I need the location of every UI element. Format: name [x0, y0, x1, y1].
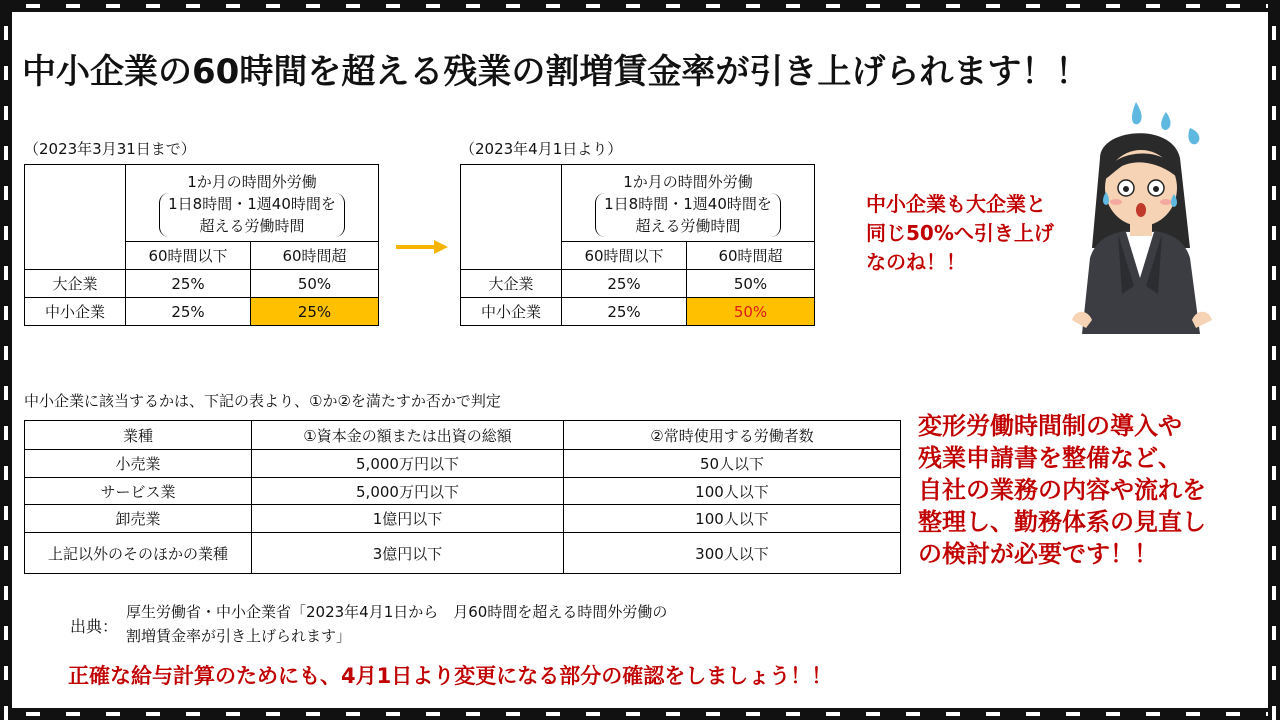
table-cell: 小売業 — [25, 450, 252, 478]
col-header: 60時間以下 — [562, 242, 687, 270]
table-cell: 5,000万円以下 — [252, 450, 564, 478]
header-line2: 1日8時間・1週40時間を — [168, 195, 336, 213]
source-line: 割増賃金率が引き上げられます」 — [126, 627, 352, 645]
after-caption: （2023年4月1日より） — [460, 140, 623, 158]
row-label: 大企業 — [461, 270, 562, 298]
header-line2: 1日8時間・1週40時間を — [604, 195, 772, 213]
industry-table — [24, 420, 901, 574]
table-row — [25, 505, 901, 533]
advice-line: 自社の業務の内容や流れを — [918, 476, 1206, 504]
rate-cell: 25% — [562, 298, 687, 326]
header-line1: 1か月の時間外労働 — [187, 173, 317, 191]
table-corner — [461, 165, 562, 270]
table-corner — [25, 165, 126, 270]
table-header: ①資本金の額または出資の総額 — [252, 421, 564, 450]
col-header: 60時間超 — [251, 242, 379, 270]
before-caption: （2023年3月31日まで） — [24, 140, 196, 158]
footer-note: 正確な給与計算のためにも、4月1日より変更になる部分の確認をしましょう！！ — [68, 664, 833, 688]
source-line: 厚生労働省・中小企業省「2023年4月1日から 月60時間を超える時間外労働の — [126, 603, 668, 621]
speech-line: なのね！！ — [866, 250, 966, 274]
header-line3: 超える労働時間 — [199, 217, 305, 235]
rate-cell: 25% — [562, 270, 687, 298]
header-brace — [159, 193, 345, 237]
table-cell: 3億円以下 — [252, 533, 564, 574]
rate-cell: 25% — [126, 270, 251, 298]
rate-cell-highlight: 25% — [251, 298, 379, 326]
table-cell: 5,000万円以下 — [252, 478, 564, 505]
before-rate-table — [24, 164, 379, 326]
table-cell: 100人以下 — [564, 505, 901, 533]
header-brace — [595, 193, 781, 237]
advice-line: の検討が必要です！！ — [918, 540, 1158, 568]
advice-text — [918, 410, 1206, 570]
source-text — [126, 600, 667, 648]
table-row — [25, 533, 901, 574]
table-header: ②常時使用する労働者数 — [564, 421, 901, 450]
film-border-right — [1268, 0, 1280, 720]
speech-text — [866, 190, 1054, 277]
speech-line: 同じ50%へ引き上げ — [866, 221, 1054, 245]
speech-line: 中小企業も大企業と — [866, 192, 1046, 216]
film-border-left — [0, 0, 12, 720]
rate-cell: 25% — [126, 298, 251, 326]
film-border-top — [0, 0, 1280, 12]
table-cell: 卸売業 — [25, 505, 252, 533]
advice-line: 残業申請書を整備など、 — [918, 444, 1182, 472]
overtime-header — [126, 165, 379, 242]
header-line3: 超える労働時間 — [635, 217, 741, 235]
right-arrow-icon — [396, 239, 448, 255]
table-cell: 上記以外のそのほかの業種 — [25, 533, 252, 574]
rate-cell: 50% — [687, 270, 815, 298]
table-cell: 100人以下 — [564, 478, 901, 505]
criteria-caption: 中小企業に該当するかは、下記の表より、①か②を満たすか否かで判定 — [24, 392, 501, 410]
page-title: 中小企業の60時間を超える残業の割増賃金率が引き上げられます！！ — [22, 52, 1090, 92]
col-header: 60時間超 — [687, 242, 815, 270]
row-label: 大企業 — [25, 270, 126, 298]
rate-cell: 50% — [251, 270, 379, 298]
table-cell: 50人以下 — [564, 450, 901, 478]
worried-woman-illustration — [1062, 98, 1220, 334]
row-label: 中小企業 — [461, 298, 562, 326]
after-rate-table — [460, 164, 815, 326]
table-cell: 1億円以下 — [252, 505, 564, 533]
rate-cell-highlight: 50% — [687, 298, 815, 326]
header-line1: 1か月の時間外労働 — [623, 173, 753, 191]
advice-line: 整理し、勤務体系の見直し — [918, 508, 1206, 536]
table-cell: 300人以下 — [564, 533, 901, 574]
table-cell: サービス業 — [25, 478, 252, 505]
overtime-header — [562, 165, 815, 242]
row-label: 中小企業 — [25, 298, 126, 326]
col-header: 60時間以下 — [126, 242, 251, 270]
table-row — [25, 478, 901, 505]
source-label: 出典： — [70, 617, 119, 636]
table-header: 業種 — [25, 421, 252, 450]
film-border-bottom — [0, 708, 1280, 720]
advice-line: 変形労働時間制の導入や — [918, 412, 1182, 440]
table-row — [25, 450, 901, 478]
